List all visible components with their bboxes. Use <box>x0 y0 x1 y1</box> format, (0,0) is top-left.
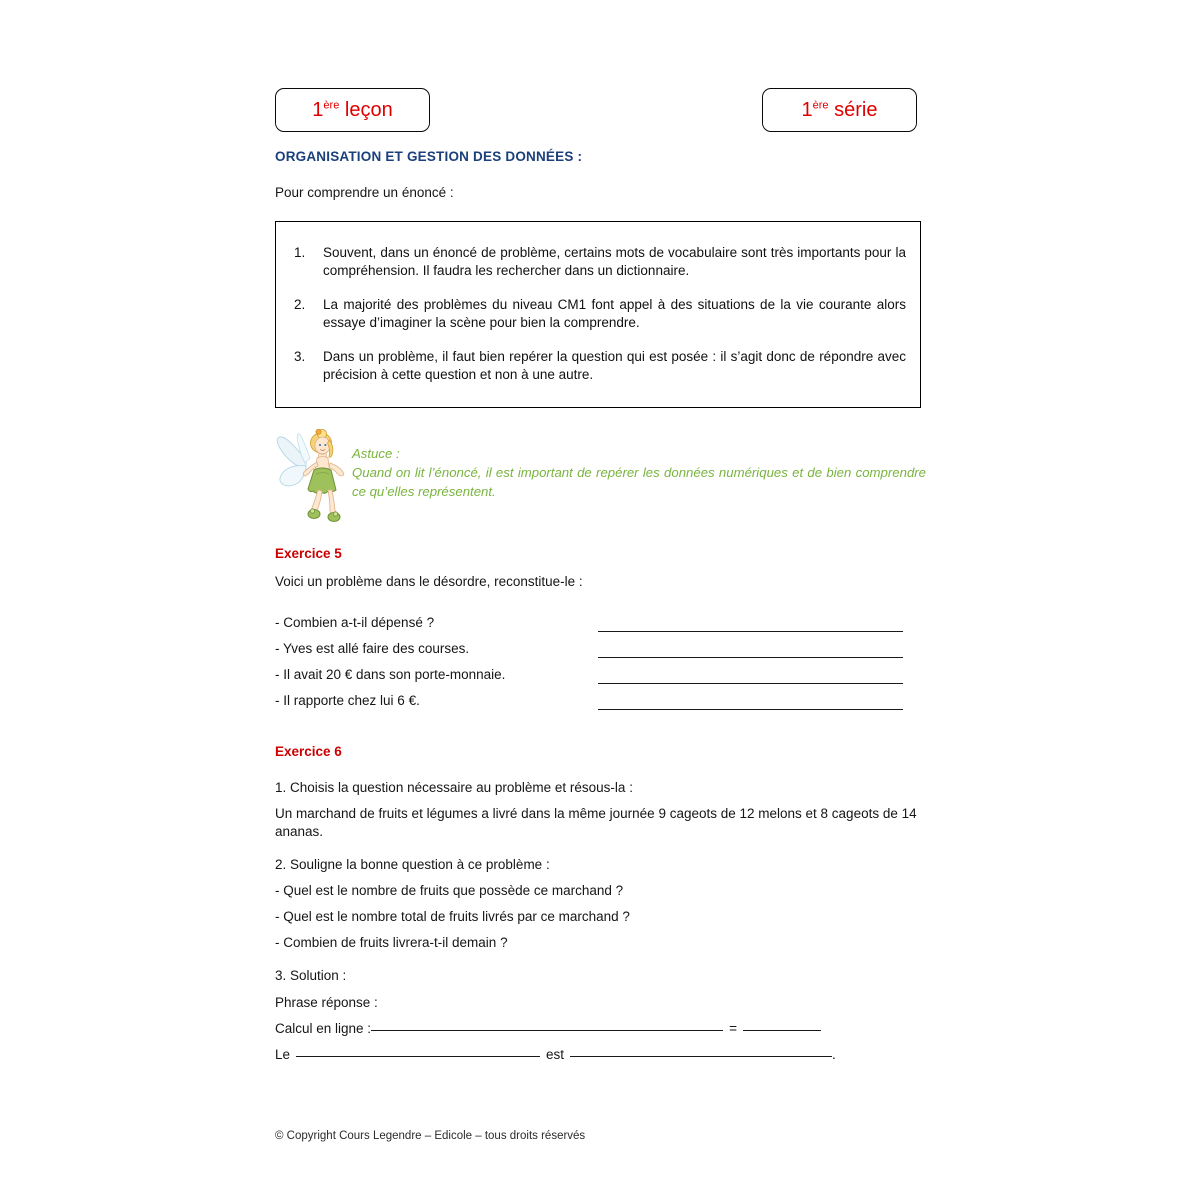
exercise6-heading: Exercice 6 <box>275 744 342 759</box>
series-badge-label: 1ère série <box>801 99 878 121</box>
section-intro: Pour comprendre un énoncé : <box>275 185 454 200</box>
footer-copyright: © Copyright Cours Legendre – Edicole – tous droits réservés <box>275 1130 586 1142</box>
rules-box <box>275 221 921 408</box>
exercise5-item-2: - Yves est allé faire des courses. <box>275 641 470 656</box>
exercise5-item-1: - Combien a-t-il dépensé ? <box>275 615 435 630</box>
astuce-label: Astuce : <box>352 446 400 461</box>
rules-list <box>289 244 906 384</box>
astuce-body: Quand on lit l’énoncé, il est important de repérer les données numériques et de bien comprendre ce qu’elles représentent. <box>352 465 926 500</box>
exercise5-item-3: - Il avait 20 € dans son porte-monnaie. <box>275 667 506 682</box>
rule-item <box>289 296 906 332</box>
exercise6-subject-blank[interactable] <box>296 1056 540 1057</box>
exercise6-question3-label: 3. Solution : <box>275 968 347 983</box>
exercise6-le-label: Le <box>275 1047 291 1062</box>
exercise6-result-blank[interactable] <box>743 1030 821 1031</box>
exercise5-answer-line-2[interactable] <box>598 657 903 658</box>
exercise6-calcul-row <box>275 1021 821 1036</box>
rule-item <box>289 244 906 280</box>
exercise5-answer-line-1[interactable] <box>598 631 903 632</box>
rule-item <box>289 348 906 384</box>
exercise6-calcul-blank[interactable] <box>371 1030 723 1031</box>
exercise5-answer-line-4[interactable] <box>598 709 903 710</box>
exercise5-instruction: Voici un problème dans le désordre, reconstitue-le : <box>275 574 583 589</box>
astuce-block <box>276 418 926 538</box>
lesson-badge-label: 1ère leçon <box>312 99 393 121</box>
exercise6-predicate-blank[interactable] <box>570 1056 832 1057</box>
exercise6-sentence-row <box>275 1047 836 1062</box>
rule-text: La majorité des problèmes du niveau CM1 font appel à des situations de la vie courante alors essaye d’imaginer la scène pour bien la comprendre. <box>323 296 906 330</box>
exercise6-est-label: est <box>546 1047 565 1062</box>
exercise6-phrase-label: Phrase réponse : <box>275 995 378 1010</box>
exercise6-choice-3[interactable]: - Combien de fruits livrera-t-il demain ? <box>275 935 508 950</box>
badge-row <box>275 88 923 134</box>
exercise6-question2-label: 2. Souligne la bonne question à ce problème : <box>275 857 550 872</box>
fairy-icon <box>276 418 350 536</box>
exercise6-period: . <box>832 1047 836 1062</box>
rule-number: 2. <box>294 296 306 312</box>
rule-text: Dans un problème, il faut bien repérer la question qui est posée : il s’agit donc de répondre avec précision à cette question et non à une autre. <box>323 348 906 382</box>
exercise6-equals-sign: = <box>729 1021 737 1036</box>
rule-number: 3. <box>294 348 306 364</box>
exercise5-item-4: - Il rapporte chez lui 6 €. <box>275 693 420 708</box>
exercise5-answer-line-3[interactable] <box>598 683 903 684</box>
exercise6-choice-2[interactable]: - Quel est le nombre total de fruits livrés par ce marchand ? <box>275 909 630 924</box>
exercise5-heading: Exercice 5 <box>275 546 342 561</box>
series-badge[interactable] <box>762 88 917 132</box>
astuce-text <box>352 444 926 501</box>
lesson-badge[interactable] <box>275 88 430 132</box>
exercise6-choice-1[interactable]: - Quel est le nombre de fruits que possède ce marchand ? <box>275 883 624 898</box>
section-heading: ORGANISATION ET GESTION DES DONNÉES : <box>275 149 583 164</box>
exercise6-calcul-label: Calcul en ligne : <box>275 1021 372 1036</box>
exercise6-question1-label: 1. Choisis la question nécessaire au problème et résous-la : <box>275 780 633 795</box>
rule-text: Souvent, dans un énoncé de problème, certains mots de vocabulaire sont très importants pour la compréhension. Il faudra les rechercher dans un dictionnaire. <box>323 245 906 278</box>
rule-number: 1. <box>294 245 306 260</box>
exercise6-statement: Un marchand de fruits et légumes a livré dans la même journée 9 cageots de 12 melons et 8 cageots de 14 ananas. <box>275 806 917 840</box>
